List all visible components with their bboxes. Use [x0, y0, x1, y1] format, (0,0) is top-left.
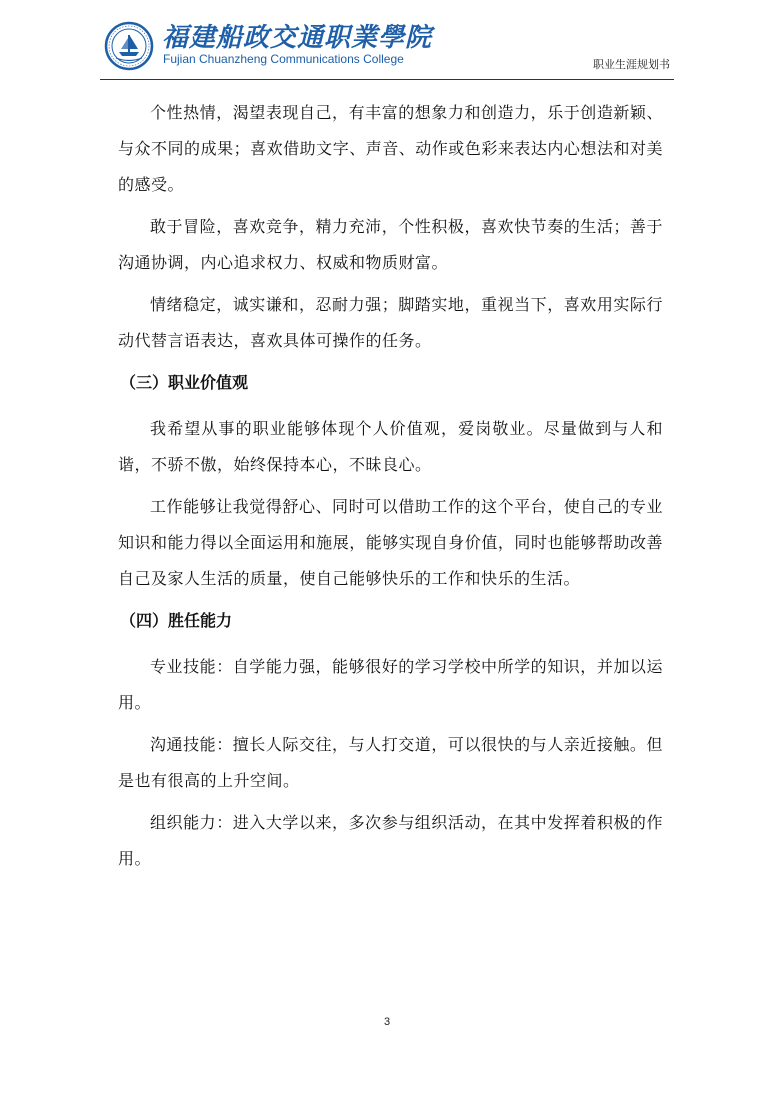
page-header: [0, 0, 774, 82]
paragraph: 个性热情，渴望表现自己，有丰富的想象力和创造力，乐于创造新颖、与众不同的成果；喜欢借助文字、声音、动作或色彩来表达内心想法和对美的感受。: [118, 103, 663, 194]
document-title: 职业生涯规划书: [593, 58, 670, 71]
page-number: 3: [383, 1016, 391, 1028]
page-content: [118, 95, 663, 883]
section-heading-career-values: （三）职业价值观: [120, 373, 249, 392]
paragraph: 工作能够让我觉得舒心、同时可以借助工作的这个平台，使自己的专业知识和能力得以全面运用和施展，能够实现自身价值，同时也能够帮助改善自己及家人生活的质量，使自己能够快乐的工作和快乐的生活。: [118, 497, 663, 588]
college-name-chinese: 福建船政交通职業學院: [162, 23, 433, 53]
college-name-english: Fujian Chuanzheng Communications College: [163, 52, 404, 66]
paragraph: 敢于冒险，喜欢竞争，精力充沛，个性积极，喜欢快节奏的生活；善于沟通协调，内心追求权力、权威和物质财富。: [118, 217, 663, 272]
college-emblem-icon: [104, 21, 154, 71]
paragraph: 沟通技能：擅长人际交往，与人打交道，可以很快的与人亲近接触。但是也有很高的上升空间。: [118, 735, 663, 790]
paragraph: 情绪稳定，诚实谦和，忍耐力强；脚踏实地，重视当下，喜欢用实际行动代替言语表达，喜欢具体可操作的任务。: [118, 295, 663, 350]
paragraph: 组织能力：进入大学以来，多次参与组织活动，在其中发挥着积极的作用。: [118, 813, 663, 868]
paragraph: 专业技能：自学能力强，能够很好的学习学校中所学的知识，并加以运用。: [118, 657, 663, 712]
section-heading-competencies: （四）胜任能力: [120, 611, 233, 630]
paragraph: 我希望从事的职业能够体现个人价值观，爱岗敬业。尽量做到与人和谐，不骄不傲，始终保持本心，不昧良心。: [118, 419, 663, 474]
header-divider: [100, 79, 674, 80]
